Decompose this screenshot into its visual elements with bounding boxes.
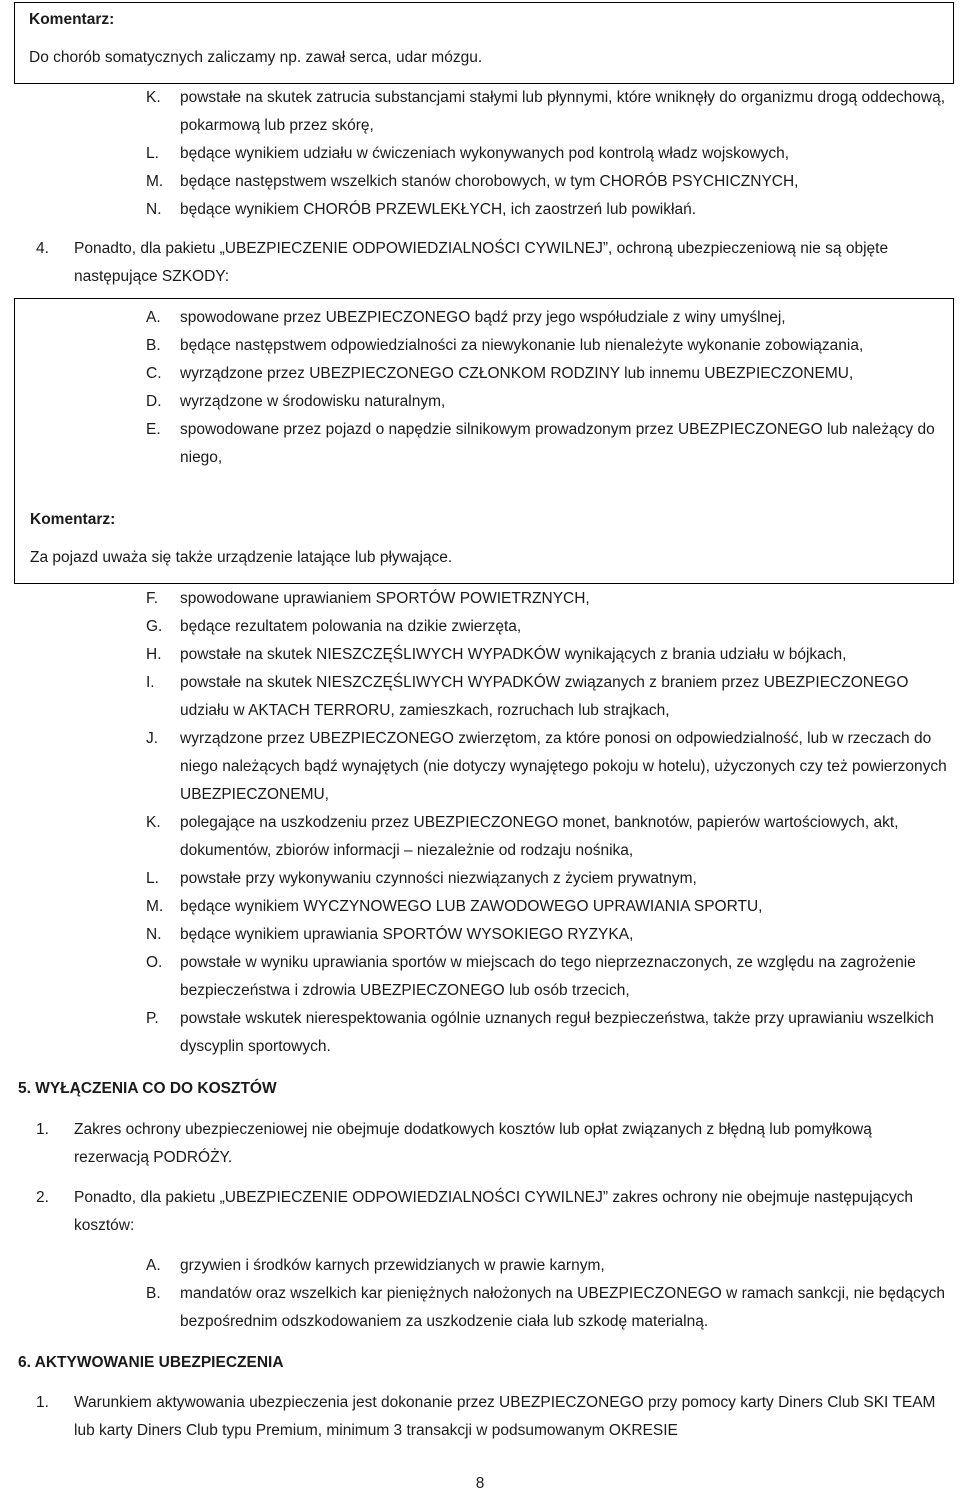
section-6-heading: 6. AKTYWOWANIE UBEZPIECZENIA [18, 1354, 284, 1371]
section-5-paragraph-1 [36, 1116, 936, 1172]
list-item [146, 140, 960, 168]
list-item [146, 949, 960, 1005]
list-item-text: wyrządzone przez UBEZPIECZONEGO zwierzętom, za które ponosi on odpowiedzialność, lub w rzeczach do niego należących bądź wynajętych (nie dotyczy wynajętego pokoju w hotelu), użyczonych czy też powierzonych UBEZPIECZONEMU, [180, 730, 947, 803]
paragraph-text: Ponadto, dla pakietu „UBEZPIECZENIE ODPOWIEDZIALNOŚCI CYWILNEJ” zakres ochrony nie obejmuje następujących kosztów: [74, 1189, 914, 1234]
list-item-letter: P. [146, 1010, 159, 1027]
list-item [146, 1280, 960, 1336]
section-5-heading: 5. WYŁĄCZENIA CO DO KOSZTÓW [18, 1080, 277, 1097]
list-item [146, 416, 960, 472]
list-item-letter: K. [146, 814, 161, 831]
paragraph-number: 4. [36, 240, 49, 257]
list-item-letter: L. [146, 145, 159, 162]
paragraph-number: 2. [36, 1189, 49, 1206]
list-item-letter: E. [146, 421, 161, 438]
list-item [146, 84, 960, 140]
list-item-letter: B. [146, 337, 161, 354]
list-item [146, 809, 960, 865]
section-5-paragraph-2 [36, 1184, 936, 1240]
list-item-text: wyrządzone w środowisku naturalnym, [180, 393, 446, 410]
list-item [146, 893, 960, 921]
section-6-paragraph-1 [36, 1389, 936, 1445]
list-item-text: spowodowane przez pojazd o napędzie silnikowym prowadzonym przez UBEZPIECZONEGO lub należący do niego, [180, 421, 935, 466]
paragraph-text: Ponadto, dla pakietu „UBEZPIECZENIE ODPOWIEDZIALNOŚCI CYWILNEJ”, ochroną ubezpieczeniową nie są objęte następujące SZKODY: [74, 240, 889, 285]
list-item-text: będące wynikiem WYCZYNOWEGO LUB ZAWODOWEGO UPRAWIANIA SPORTU, [180, 898, 763, 915]
list-item [146, 613, 960, 641]
list-item-text: powstałe na skutek NIESZCZĘŚLIWYCH WYPADKÓW wynikających z brania udziału w bójkach, [180, 646, 847, 663]
list-item-text: grzywien i środków karnych przewidzianych w prawie karnym, [180, 1257, 605, 1274]
exclusion-list-k-n [146, 84, 960, 224]
page-number: 8 [475, 1475, 485, 1492]
list-item-letter: I. [146, 674, 155, 691]
list-item-letter: G. [146, 618, 163, 635]
list-item-text: polegające na uszkodzeniu przez UBEZPIECZONEGO monet, banknotów, papierów wartościowych, akt, dokumentów, zbiorów informacji – niezależnie od rodzaju nośnika, [180, 814, 899, 859]
exclusion-list-a-e [146, 304, 960, 472]
list-item-letter: O. [146, 954, 163, 971]
comment-text: Do chorób somatycznych zaliczamy np. zawał serca, udar mózgu. [29, 49, 483, 66]
list-item-letter: K. [146, 89, 161, 106]
list-item [146, 725, 960, 809]
list-item-text: powstałe wskutek nierespektowania ogólnie uznanych reguł bezpieczeństwa, także przy uprawianiu wszelkich dyscyplin sportowych. [180, 1010, 934, 1055]
list-item-text: mandatów oraz wszelkich kar pieniężnych nałożonych na UBEZPIECZONEGO w ramach sankcji, nie będących bezpośrednim odszkodowaniem za uszkodzenie ciała lub szkodę materialną. [180, 1285, 945, 1330]
list-item-letter: D. [146, 393, 162, 410]
list-item [146, 865, 960, 893]
comment-box-somatic [14, 2, 954, 84]
paragraph-text: Zakres ochrony ubezpieczeniowej nie obejmuje dodatkowych kosztów lub opłat związanych z błędną lub pomyłkową rezerwacją PODRÓŻY. [74, 1121, 872, 1166]
list-item-letter: L. [146, 870, 159, 887]
paragraph-number: 1. [36, 1394, 49, 1411]
exclusion-list-f-p [146, 585, 960, 1061]
list-item-text: będące wynikiem CHORÓB PRZEWLEKŁYCH, ich zaostrzeń lub powikłań. [180, 201, 696, 218]
list-item-text: będące następstwem wszelkich stanów chorobowych, w tym CHORÓB PSYCHICZNYCH, [180, 173, 799, 190]
list-item [146, 168, 960, 196]
list-item-text: będące wynikiem uprawiania SPORTÓW WYSOKIEGO RYZYKA, [180, 926, 634, 943]
list-item-letter: M. [146, 898, 164, 915]
comment-title: Komentarz: [29, 11, 115, 28]
list-item-letter: H. [146, 646, 162, 663]
list-item-text: powstałe na skutek NIESZCZĘŚLIWYCH WYPADKÓW związanych z braniem przez UBEZPIECZONEGO udziału w AKTACH TERRORU, zamieszkach, rozruchach lub strajkach, [180, 674, 909, 719]
list-item-letter: N. [146, 201, 162, 218]
list-item-text: spowodowane przez UBEZPIECZONEGO bądź przy jego współudziale z winy umyślnej, [180, 309, 786, 326]
list-item [146, 1252, 960, 1280]
paragraph-number: 1. [36, 1121, 49, 1138]
list-item [146, 641, 960, 669]
list-item-text: powstałe w wyniku uprawiania sportów w miejscach do tego nieprzeznaczonych, ze względu na zagrożenie bezpieczeństwa i zdrowia UBEZPIECZONEGO lub osób trzecich, [180, 954, 916, 999]
list-item-letter: J. [146, 730, 159, 747]
list-item [146, 669, 960, 725]
list-item [146, 585, 960, 613]
paragraph-4 [36, 235, 936, 291]
list-item [146, 1005, 960, 1061]
list-item-letter: M. [146, 173, 164, 190]
list-item-text: będące wynikiem udziału w ćwiczeniach wykonywanych pod kontrolą władz wojskowych, [180, 145, 790, 162]
paragraph-text: Warunkiem aktywowania ubezpieczenia jest dokonanie przez UBEZPIECZONEGO przy pomocy karty Diners Club SKI TEAM lub karty Diners Club typu Premium, minimum 3 transakcji w podsumowanym OKRESIE [74, 1394, 936, 1439]
list-item [146, 332, 960, 360]
list-item-letter: A. [146, 309, 161, 326]
cost-exclusion-list [146, 1252, 960, 1336]
list-item-text: wyrządzone przez UBEZPIECZONEGO CZŁONKOM RODZINY lub innemu UBEZPIECZONEMU, [180, 365, 854, 382]
comment-text: Za pojazd uważa się także urządzenie latające lub pływające. [30, 549, 453, 566]
list-item [146, 196, 960, 224]
list-item-text: spowodowane uprawianiem SPORTÓW POWIETRZNYCH, [180, 590, 590, 607]
list-item [146, 921, 960, 949]
list-item-text: będące następstwem odpowiedzialności za niewykonanie lub nienależyte wykonanie zobowiązania, [180, 337, 864, 354]
list-item-letter: A. [146, 1257, 161, 1274]
list-item-letter: C. [146, 365, 162, 382]
list-item [146, 388, 960, 416]
list-item [146, 360, 960, 388]
list-item-letter: B. [146, 1285, 161, 1302]
list-item-letter: N. [146, 926, 162, 943]
list-item [146, 304, 960, 332]
list-item-letter: F. [146, 590, 159, 607]
list-item-text: będące rezultatem polowania na dzikie zwierzęta, [180, 618, 522, 635]
list-item-text: powstałe przy wykonywaniu czynności niezwiązanych z życiem prywatnym, [180, 870, 697, 887]
comment-title: Komentarz: [30, 511, 116, 528]
list-item-text: powstałe na skutek zatrucia substancjami stałymi lub płynnymi, które wniknęły do organizmu drogą oddechową, pokarmową lub przez skórę, [180, 89, 946, 134]
